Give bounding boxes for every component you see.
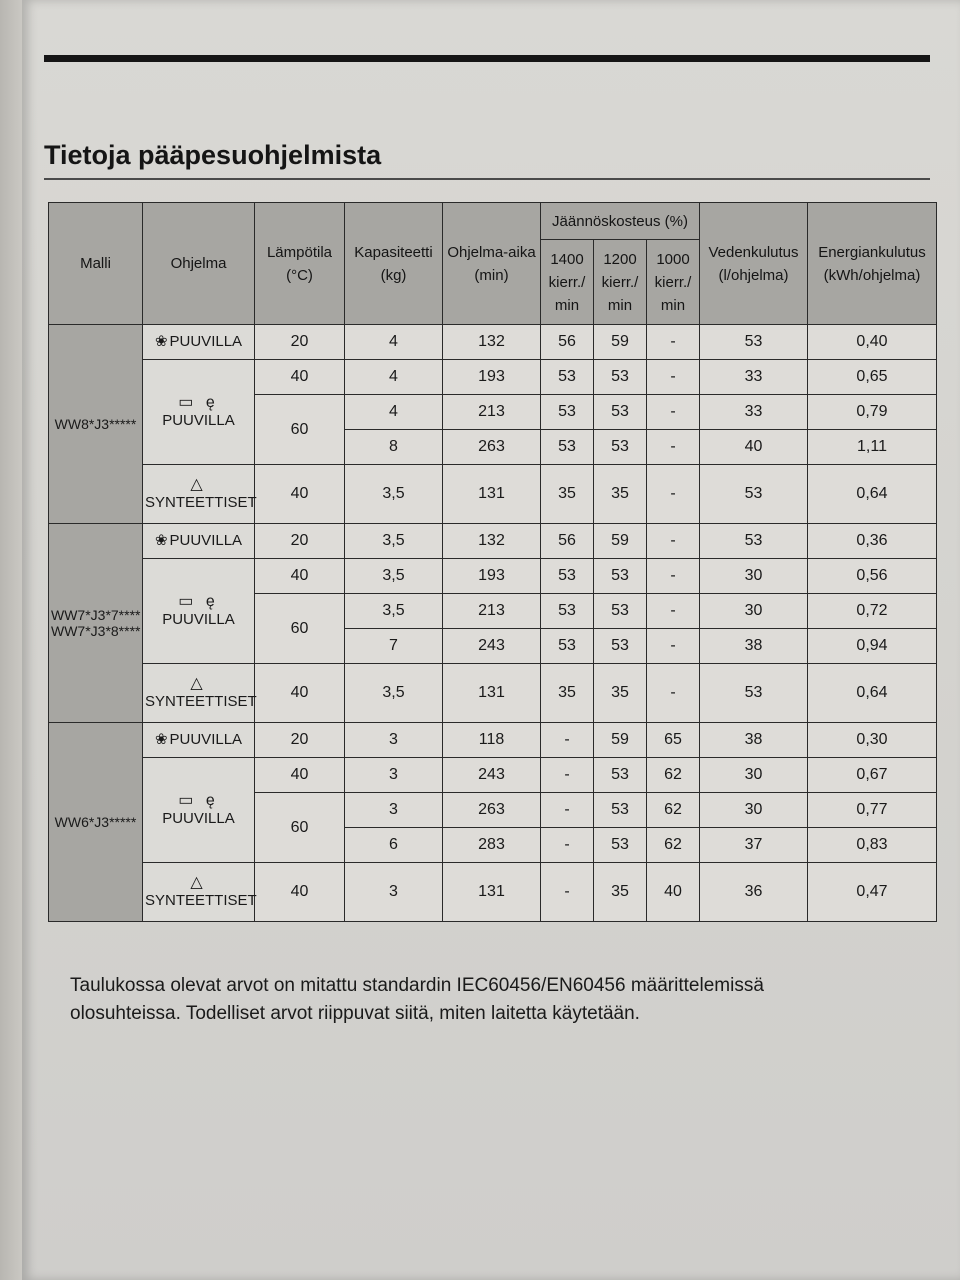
energy-cell: 0,77 bbox=[808, 793, 937, 828]
moisture-1400-cell: 53 bbox=[541, 395, 594, 430]
water-cell: 30 bbox=[700, 559, 808, 594]
energy-cell: 0,94 bbox=[808, 629, 937, 664]
table-row bbox=[49, 325, 937, 360]
program-cell bbox=[143, 758, 255, 863]
col-header-energiankulutus: Energiankulutus (kWh/ohjelma) bbox=[808, 203, 937, 325]
capacity-cell: 3 bbox=[345, 723, 443, 758]
water-cell: 30 bbox=[700, 793, 808, 828]
duration-cell: 118 bbox=[443, 723, 541, 758]
moisture-1200-cell: 35 bbox=[594, 863, 647, 922]
table-row bbox=[49, 524, 937, 559]
water-cell: 30 bbox=[700, 594, 808, 629]
footnote bbox=[70, 972, 900, 1028]
duration-cell: 132 bbox=[443, 325, 541, 360]
moisture-1000-cell: 62 bbox=[647, 828, 700, 863]
moisture-1400-cell: 53 bbox=[541, 594, 594, 629]
moisture-1400-cell: 35 bbox=[541, 465, 594, 524]
program-cell bbox=[143, 360, 255, 465]
temperature-cell: 60 bbox=[255, 395, 345, 465]
capacity-cell: 4 bbox=[345, 360, 443, 395]
moisture-1000-cell: - bbox=[647, 559, 700, 594]
moisture-1000-cell: 65 bbox=[647, 723, 700, 758]
program-cell bbox=[143, 465, 255, 524]
moisture-1400-cell: 56 bbox=[541, 524, 594, 559]
program-name: PUUVILLA bbox=[162, 611, 235, 628]
energy-cell: 0,36 bbox=[808, 524, 937, 559]
moisture-1000-cell: - bbox=[647, 325, 700, 360]
synthetic-icon: △ bbox=[190, 476, 207, 493]
moisture-1000-cell: - bbox=[647, 465, 700, 524]
moisture-1400-cell: - bbox=[541, 793, 594, 828]
model-cell bbox=[49, 524, 143, 723]
moisture-1400-cell: 53 bbox=[541, 360, 594, 395]
energy-cell: 0,65 bbox=[808, 360, 937, 395]
moisture-1200-cell: 53 bbox=[594, 793, 647, 828]
temperature-cell: 60 bbox=[255, 594, 345, 664]
moisture-1000-cell: - bbox=[647, 629, 700, 664]
eco-drum-icon: ▭ ę bbox=[178, 394, 219, 411]
moisture-1000-cell: - bbox=[647, 395, 700, 430]
duration-cell: 243 bbox=[443, 758, 541, 793]
model-name: WW7*J3*8**** bbox=[51, 623, 141, 639]
program-info-table bbox=[48, 202, 937, 922]
temperature-cell: 20 bbox=[255, 325, 345, 360]
capacity-cell: 4 bbox=[345, 395, 443, 430]
title-divider bbox=[44, 178, 930, 180]
eco-drum-icon: ▭ ę bbox=[178, 792, 219, 809]
energy-cell: 1,11 bbox=[808, 430, 937, 465]
energy-cell: 0,72 bbox=[808, 594, 937, 629]
duration-cell: 213 bbox=[443, 395, 541, 430]
duration-cell: 193 bbox=[443, 559, 541, 594]
footnote-line-2: olosuhteissa. Todelliset arvot riippuvat siitä, miten laitetta käytetään. bbox=[70, 1003, 640, 1024]
moisture-1200-cell: 35 bbox=[594, 664, 647, 723]
water-cell: 38 bbox=[700, 723, 808, 758]
duration-cell: 243 bbox=[443, 629, 541, 664]
energy-cell: 0,83 bbox=[808, 828, 937, 863]
cotton-flower-icon: ❀ bbox=[154, 532, 168, 549]
energy-cell: 0,40 bbox=[808, 325, 937, 360]
capacity-cell: 4 bbox=[345, 325, 443, 360]
col-header-1000: 1000 kierr./ min bbox=[647, 240, 700, 325]
program-name: PUUVILLA bbox=[169, 532, 243, 549]
table-header bbox=[49, 203, 937, 325]
water-cell: 53 bbox=[700, 325, 808, 360]
program-name: SYNTEETTISET bbox=[145, 693, 257, 710]
capacity-cell: 3,5 bbox=[345, 594, 443, 629]
capacity-cell: 3,5 bbox=[345, 559, 443, 594]
energy-cell: 0,47 bbox=[808, 863, 937, 922]
col-header-ohjelma: Ohjelma bbox=[143, 203, 255, 325]
moisture-1200-cell: 59 bbox=[594, 524, 647, 559]
duration-cell: 263 bbox=[443, 430, 541, 465]
table-body bbox=[49, 325, 937, 922]
capacity-cell: 3 bbox=[345, 758, 443, 793]
table-row bbox=[49, 360, 937, 395]
program-cell bbox=[143, 325, 255, 360]
synthetic-icon: △ bbox=[190, 675, 207, 692]
footnote-line-1: Taulukossa olevat arvot on mitattu standardin IEC60456/EN60456 määrittelemissä bbox=[70, 975, 764, 996]
moisture-1400-cell: 53 bbox=[541, 559, 594, 594]
table-row bbox=[49, 758, 937, 793]
model-cell bbox=[49, 723, 143, 922]
program-name: PUUVILLA bbox=[169, 333, 243, 350]
duration-cell: 193 bbox=[443, 360, 541, 395]
program-name: SYNTEETTISET bbox=[145, 494, 257, 511]
col-header-1400: 1400 kierr./ min bbox=[541, 240, 594, 325]
moisture-1000-cell: 62 bbox=[647, 793, 700, 828]
moisture-1000-cell: - bbox=[647, 360, 700, 395]
moisture-1200-cell: 53 bbox=[594, 360, 647, 395]
energy-cell: 0,67 bbox=[808, 758, 937, 793]
water-cell: 37 bbox=[700, 828, 808, 863]
moisture-1200-cell: 53 bbox=[594, 559, 647, 594]
moisture-1000-cell: - bbox=[647, 594, 700, 629]
program-cell bbox=[143, 524, 255, 559]
water-cell: 30 bbox=[700, 758, 808, 793]
program-cell bbox=[143, 723, 255, 758]
capacity-cell: 3,5 bbox=[345, 524, 443, 559]
cotton-flower-icon: ❀ bbox=[154, 731, 168, 748]
section-title: Tietoja pääpesuohjelmista bbox=[44, 140, 382, 170]
col-header-1200: 1200 kierr./ min bbox=[594, 240, 647, 325]
moisture-1200-cell: 59 bbox=[594, 325, 647, 360]
water-cell: 36 bbox=[700, 863, 808, 922]
col-header-malli: Malli bbox=[49, 203, 143, 325]
cotton-flower-icon: ❀ bbox=[154, 333, 168, 350]
table-row bbox=[49, 664, 937, 723]
moisture-1400-cell: - bbox=[541, 863, 594, 922]
moisture-1000-cell: - bbox=[647, 664, 700, 723]
moisture-1400-cell: - bbox=[541, 723, 594, 758]
moisture-1400-cell: - bbox=[541, 758, 594, 793]
moisture-1400-cell: 56 bbox=[541, 325, 594, 360]
moisture-1200-cell: 35 bbox=[594, 465, 647, 524]
duration-cell: 131 bbox=[443, 664, 541, 723]
synthetic-icon: △ bbox=[190, 874, 207, 891]
temperature-cell: 20 bbox=[255, 723, 345, 758]
program-name: PUUVILLA bbox=[162, 810, 235, 827]
capacity-cell: 7 bbox=[345, 629, 443, 664]
temperature-cell: 60 bbox=[255, 793, 345, 863]
model-name: WW7*J3*7**** bbox=[51, 607, 141, 623]
top-divider bbox=[44, 55, 930, 62]
moisture-1200-cell: 53 bbox=[594, 758, 647, 793]
program-name: PUUVILLA bbox=[169, 731, 243, 748]
model-name: WW6*J3***** bbox=[54, 814, 137, 830]
program-name: PUUVILLA bbox=[162, 412, 235, 429]
moisture-1000-cell: 62 bbox=[647, 758, 700, 793]
table-row bbox=[49, 559, 937, 594]
col-header-vedenkulutus: Vedenkulutus (l/ohjelma) bbox=[700, 203, 808, 325]
program-name: SYNTEETTISET bbox=[145, 892, 257, 909]
moisture-1200-cell: 59 bbox=[594, 723, 647, 758]
model-cell bbox=[49, 325, 143, 524]
eco-drum-icon: ▭ ę bbox=[178, 593, 219, 610]
duration-cell: 132 bbox=[443, 524, 541, 559]
temperature-cell: 20 bbox=[255, 524, 345, 559]
moisture-1200-cell: 53 bbox=[594, 395, 647, 430]
capacity-cell: 3 bbox=[345, 863, 443, 922]
table-row bbox=[49, 465, 937, 524]
moisture-1400-cell: 53 bbox=[541, 629, 594, 664]
duration-cell: 131 bbox=[443, 465, 541, 524]
water-cell: 38 bbox=[700, 629, 808, 664]
moisture-1000-cell: - bbox=[647, 430, 700, 465]
moisture-1400-cell: 35 bbox=[541, 664, 594, 723]
duration-cell: 131 bbox=[443, 863, 541, 922]
page-binding-edge bbox=[0, 0, 22, 1280]
temperature-cell: 40 bbox=[255, 360, 345, 395]
water-cell: 40 bbox=[700, 430, 808, 465]
duration-cell: 283 bbox=[443, 828, 541, 863]
col-header-lampotila: Lämpötila (°C) bbox=[255, 203, 345, 325]
water-cell: 33 bbox=[700, 360, 808, 395]
col-header-jaannoskosteus: Jäännöskosteus (%) bbox=[541, 203, 700, 240]
moisture-1200-cell: 53 bbox=[594, 430, 647, 465]
moisture-1200-cell: 53 bbox=[594, 828, 647, 863]
model-name: WW8*J3***** bbox=[54, 416, 137, 432]
moisture-1400-cell: 53 bbox=[541, 430, 594, 465]
moisture-1000-cell: - bbox=[647, 524, 700, 559]
temperature-cell: 40 bbox=[255, 559, 345, 594]
temperature-cell: 40 bbox=[255, 465, 345, 524]
water-cell: 53 bbox=[700, 524, 808, 559]
program-cell bbox=[143, 863, 255, 922]
moisture-1000-cell: 40 bbox=[647, 863, 700, 922]
temperature-cell: 40 bbox=[255, 863, 345, 922]
energy-cell: 0,30 bbox=[808, 723, 937, 758]
program-cell bbox=[143, 559, 255, 664]
capacity-cell: 6 bbox=[345, 828, 443, 863]
moisture-1400-cell: - bbox=[541, 828, 594, 863]
temperature-cell: 40 bbox=[255, 664, 345, 723]
water-cell: 53 bbox=[700, 465, 808, 524]
energy-cell: 0,64 bbox=[808, 664, 937, 723]
capacity-cell: 3,5 bbox=[345, 465, 443, 524]
table-row bbox=[49, 863, 937, 922]
moisture-1200-cell: 53 bbox=[594, 629, 647, 664]
energy-cell: 0,79 bbox=[808, 395, 937, 430]
program-cell bbox=[143, 664, 255, 723]
capacity-cell: 3,5 bbox=[345, 664, 443, 723]
col-header-kapasiteetti: Kapasiteetti (kg) bbox=[345, 203, 443, 325]
water-cell: 53 bbox=[700, 664, 808, 723]
col-header-ohjelma-aika: Ohjelma-aika (min) bbox=[443, 203, 541, 325]
capacity-cell: 8 bbox=[345, 430, 443, 465]
capacity-cell: 3 bbox=[345, 793, 443, 828]
table-row bbox=[49, 723, 937, 758]
water-cell: 33 bbox=[700, 395, 808, 430]
duration-cell: 213 bbox=[443, 594, 541, 629]
moisture-1200-cell: 53 bbox=[594, 594, 647, 629]
temperature-cell: 40 bbox=[255, 758, 345, 793]
energy-cell: 0,64 bbox=[808, 465, 937, 524]
duration-cell: 263 bbox=[443, 793, 541, 828]
energy-cell: 0,56 bbox=[808, 559, 937, 594]
